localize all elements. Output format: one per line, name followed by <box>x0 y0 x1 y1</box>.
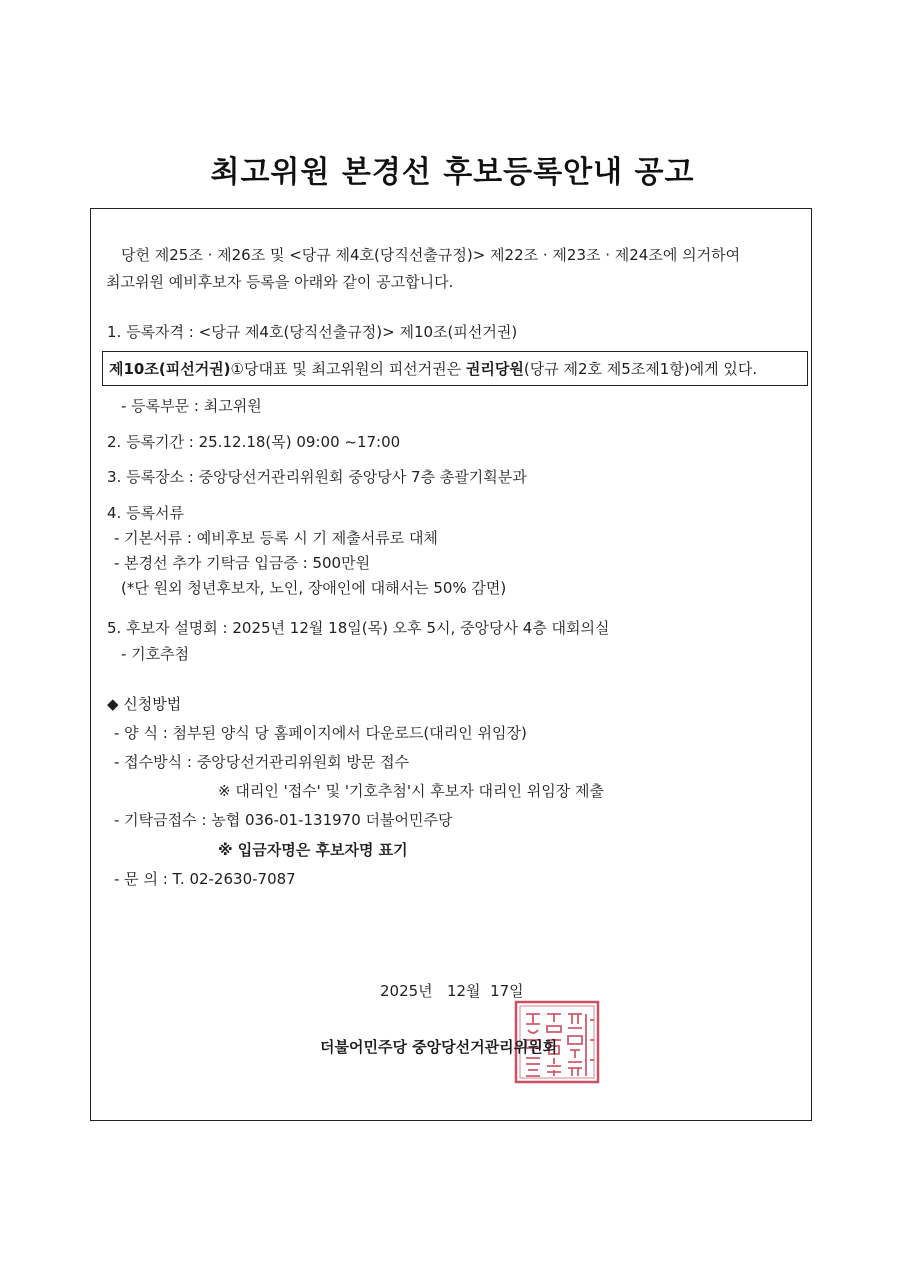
section-1-heading: 1. 등록자격 : <당규 제4호(당직선출규정)> 제10조(피선거권) <box>107 323 518 341</box>
intro-line-1: 당헌 제25조 · 제26조 및 <당규 제4호(당직선출규정)> 제22조 · 제23조 · 제24조에 의거하여 <box>121 246 741 264</box>
section-1-sub: - 등록부문 : 최고위원 <box>121 397 262 415</box>
apply-method-note: ※ 대리인 '접수' 및 '기호추첨'시 후보자 대리인 위임장 제출 <box>218 782 604 800</box>
page-title: 최고위원 본경선 후보등록안내 공고 <box>210 155 695 190</box>
eligibility-clause-box <box>102 351 808 386</box>
apply-form: - 양 식 : 첨부된 양식 당 홈페이지에서 다운로드(대리인 위임장) <box>114 724 527 742</box>
section-4-item-2: - 본경선 추가 기탁금 입금증 : 500만원 <box>114 554 371 572</box>
section-5-heading: 5. 후보자 설명회 : 2025년 12월 18일(목) 오후 5시, 중앙당사 4층 대회의실 <box>107 619 610 637</box>
intro-line-2: 최고위원 예비후보자 등록을 아래와 같이 공고합니다. <box>106 273 454 291</box>
notice-date: 2025년 12월 17일 <box>380 982 524 1000</box>
clause-text-b: (당규 제2호 제5조제1항)에게 있다. <box>523 360 758 378</box>
apply-heading: ◆ 신청방법 <box>107 695 182 713</box>
clause-title: 제10조(피선거권) <box>109 360 231 378</box>
section-5-sub: - 기호추첨 <box>121 645 190 663</box>
clause-highlight: 권리당원 <box>465 360 524 378</box>
clause-text-a: ①당대표 및 최고위원의 피선거권은 <box>230 360 466 378</box>
section-4-heading: 4. 등록서류 <box>107 504 185 522</box>
section-4-note: (*단 원외 청년후보자, 노인, 장애인에 대해서는 50% 감면) <box>121 579 507 597</box>
apply-method: - 접수방식 : 중앙당선거관리위원회 방문 접수 <box>114 753 410 771</box>
section-2: 2. 등록기간 : 25.12.18(목) 09:00 ~17:00 <box>107 433 401 451</box>
apply-contact: - 문 의 : T. 02-2630-7087 <box>114 870 296 888</box>
section-4-item-1: - 기본서류 : 예비후보 등록 시 기 제출서류로 대체 <box>114 529 438 547</box>
issuer-signature: 더불어민주당 중앙당선거관리위원회 <box>320 1038 558 1056</box>
section-3: 3. 등록장소 : 중앙당선거관리위원회 중앙당사 7층 총괄기획분과 <box>107 468 527 486</box>
apply-deposit-note: ※ 입금자명은 후보자명 표기 <box>218 841 408 859</box>
apply-deposit: - 기탁금접수 : 농협 036-01-131970 더불어민주당 <box>114 811 453 829</box>
